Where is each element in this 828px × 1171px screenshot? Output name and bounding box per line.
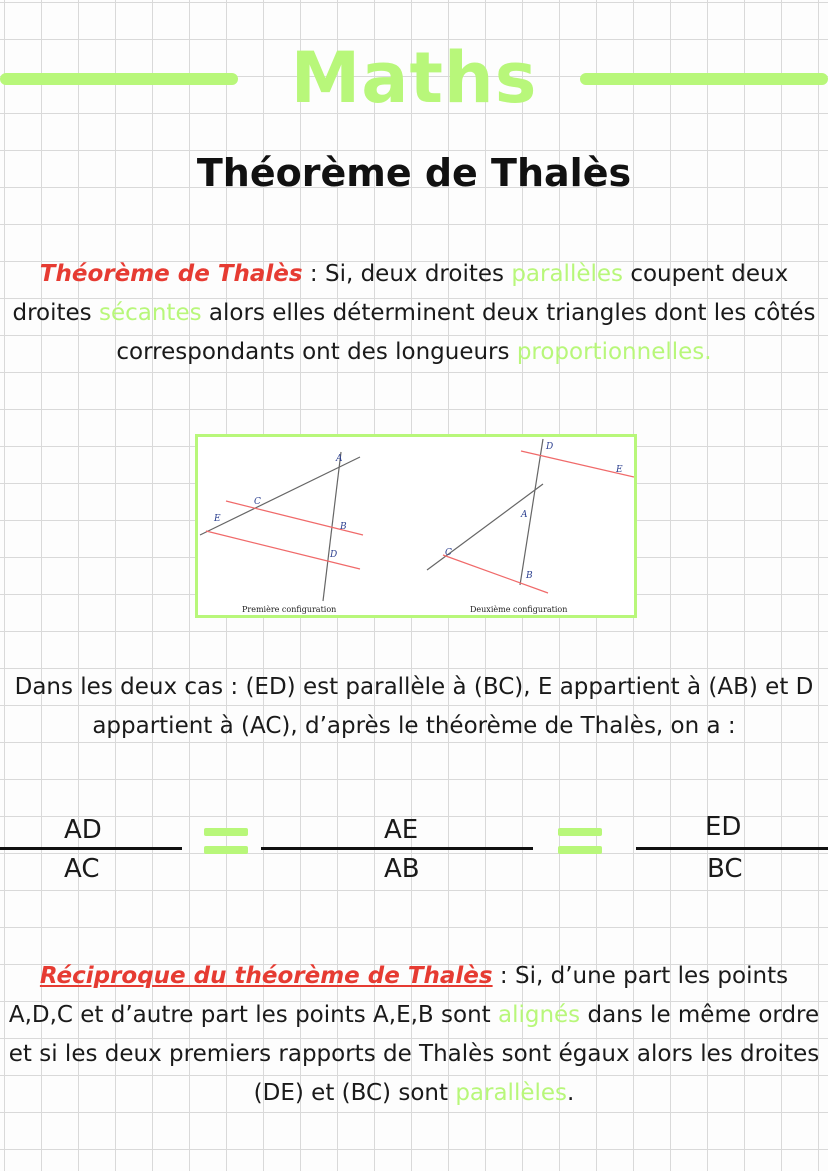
equals-sign-1-top xyxy=(204,828,248,836)
config2-point-a: A xyxy=(521,510,528,520)
config1-point-b: B xyxy=(340,522,347,532)
equals-sign-2-top xyxy=(558,828,602,836)
fraction-line-3 xyxy=(636,847,828,850)
keyword-proportionnelles: proportionnelles. xyxy=(516,339,712,365)
equals-sign-1-bottom xyxy=(204,846,248,854)
config1-point-a: A xyxy=(336,454,343,464)
theorem-text-3: alors elles déterminent deux triangles dont les côtés correspondants ont des longueurs xyxy=(116,300,816,365)
keyword-alignes: alignés xyxy=(497,1002,581,1028)
keyword-paralleles: parallèles xyxy=(511,261,624,287)
equals-sign-2-bottom xyxy=(558,846,602,854)
fraction-2-denominator: AB xyxy=(384,854,420,884)
config2-caption: Deuxième configuration xyxy=(470,605,568,614)
statement-paragraph: Dans les deux cas : (ED) est parallèle à (BC), E appartient à (AB) et D appartient à (AC), d’après le théorème de Thalès, on a : xyxy=(14,674,814,739)
fraction-3-numerator: ED xyxy=(705,812,742,842)
reciprocal-label: Réciproque du théorème de Thalès xyxy=(39,963,493,989)
config2-point-d: D xyxy=(546,442,554,452)
page-title: Maths xyxy=(290,37,538,119)
theorem-label: Théorème de Thalès xyxy=(39,261,303,287)
config1-point-e: E xyxy=(214,514,221,524)
config2-point-c: C xyxy=(445,548,452,558)
fraction-1-denominator: AC xyxy=(64,854,100,884)
theorem-paragraph xyxy=(8,255,820,372)
fraction-line-2 xyxy=(261,847,533,850)
fraction-3-denominator: BC xyxy=(707,854,743,884)
reciprocal-text-3: . xyxy=(567,1080,575,1106)
config2-point-b: B xyxy=(526,571,533,581)
fraction-1-numerator: AD xyxy=(64,815,102,845)
config1-caption: Première configuration xyxy=(242,605,337,614)
figure-svg xyxy=(198,437,634,615)
theorem-text-1: : Si, deux droites xyxy=(302,261,512,287)
keyword-secantes: sécantes xyxy=(98,300,202,326)
config2-point-e: E xyxy=(616,465,623,475)
config1-point-c: C xyxy=(254,497,261,507)
theorem-text-2: coupent deux droites xyxy=(12,261,789,326)
fraction-2-numerator: AE xyxy=(384,815,419,845)
page-subtitle: Théorème de Thalès xyxy=(196,151,632,195)
reciprocal-text-1: : Si, d’une part les points A,D,C et d’autre part les points A,E,B sont xyxy=(8,963,789,1028)
fraction-line-1 xyxy=(0,847,182,850)
reciprocal-text-2: dans le même ordre et si les deux premiers rapports de Thalès sont égaux alors les droites (DE) et (BC) sont xyxy=(8,1002,820,1106)
reciprocal-paragraph xyxy=(8,957,820,1113)
config1-point-d: D xyxy=(330,550,338,560)
keyword-paralleles-2: parallèles xyxy=(455,1080,568,1106)
thales-figure xyxy=(195,434,637,618)
